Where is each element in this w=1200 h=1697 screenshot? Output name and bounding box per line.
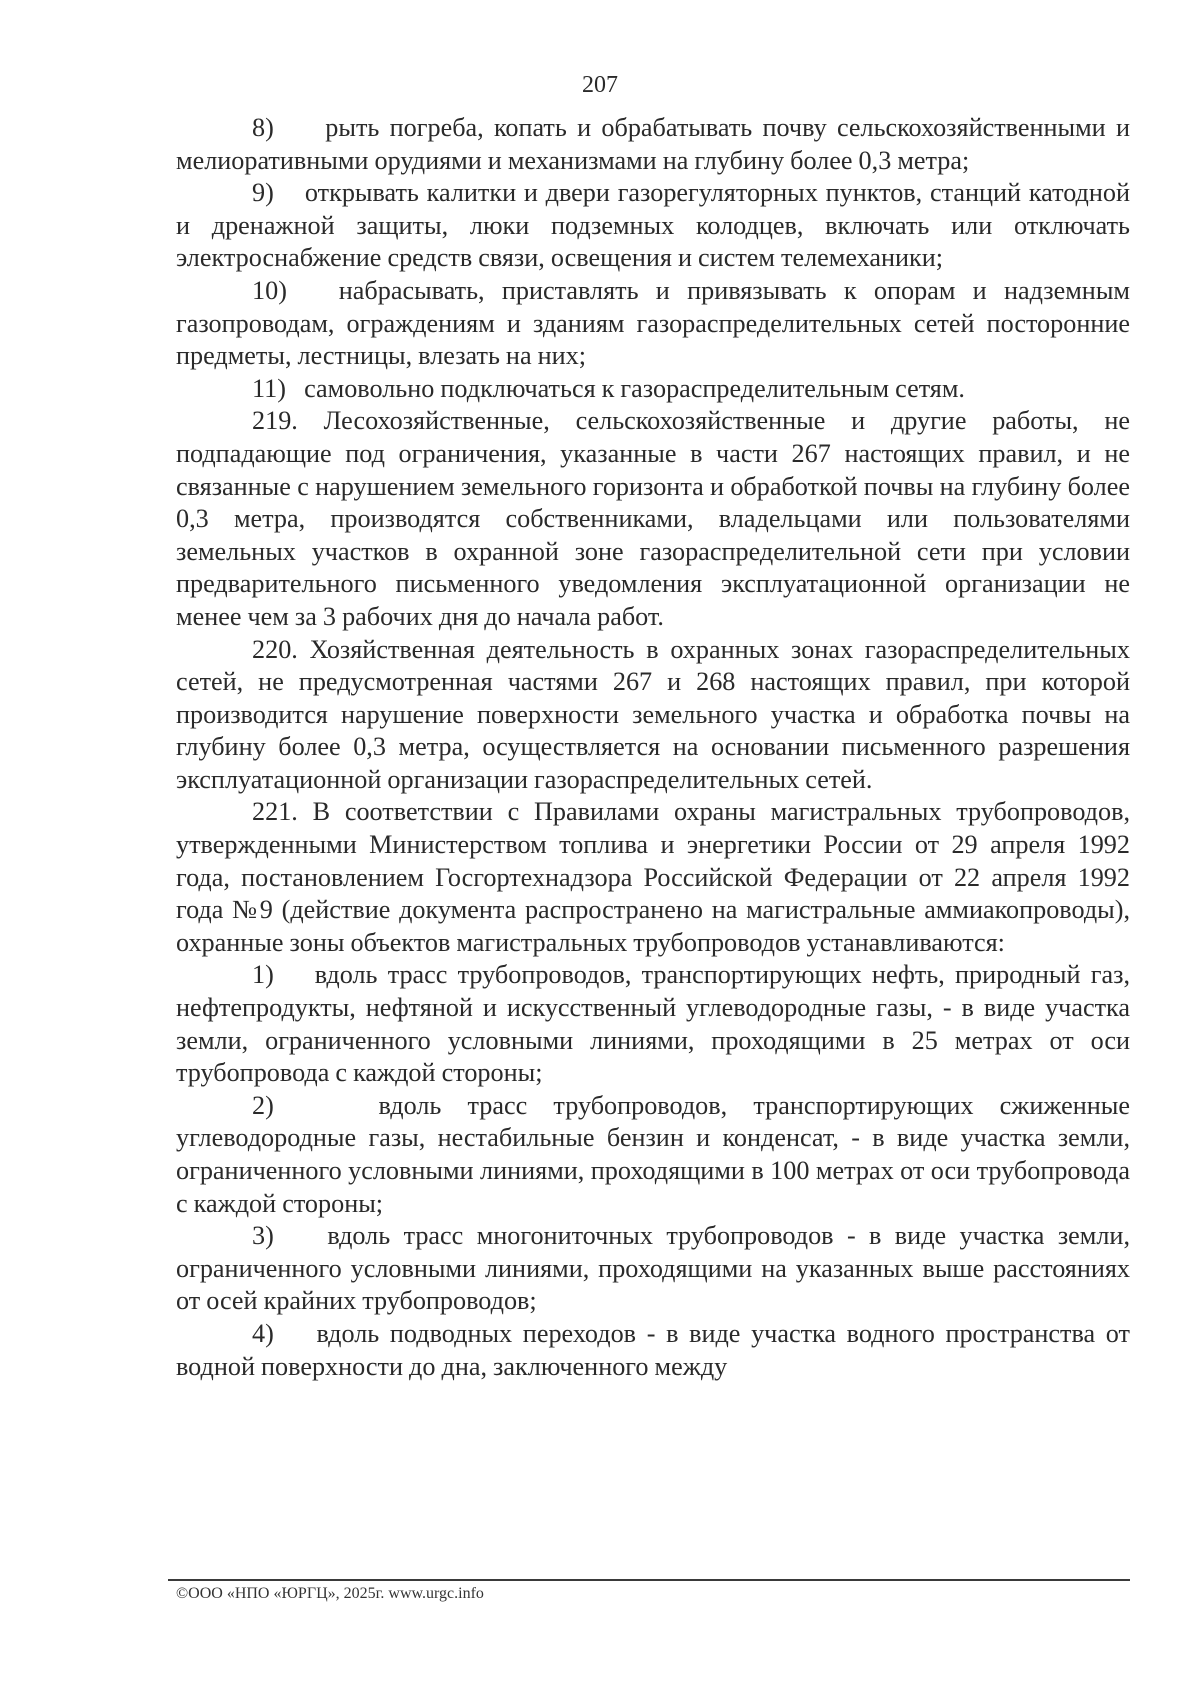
document-body bbox=[176, 112, 1130, 1383]
list-item-8: 8) рыть погреба, копать и обрабатывать почву сельскохозяйственными и мелиоративными орудиями и механизмами на глубину более 0,3 метра; bbox=[176, 113, 1130, 175]
page-number: 207 bbox=[582, 72, 618, 98]
footer-copyright: ©ООО «НПО «ЮРГЦ», 2025г. www.urgc.info bbox=[176, 1585, 484, 1602]
list-item-9: 9) открывать калитки и двери газорегуляторных пунктов, станций катодной и дренажной защиты, люки подземных колодцев, включать или отключать электроснабжение средств связи, освещения и систем телемеханики; bbox=[176, 178, 1130, 273]
clause-220: 220. Хозяйственная деятельность в охранных зонах газораспределительных сетей, не предусмотренная частями 267 и 268 настоящих правил, при которой производится нарушение поверхности земельного участка и обработка почвы на глубину более 0,3 метра, осуществляется на основании письменного разрешения эксплуатационной организации газораспределительных сетей. bbox=[176, 634, 1130, 794]
list-item-2: 2) вдоль трасс трубопроводов, транспортирующих сжиженные углеводородные газы, нестабильные бензин и конденсат, - в виде участка земли, ограниченного условными линиями, проходящими в 100 метрах от оси трубопровода с каждой стороны; bbox=[176, 1090, 1130, 1218]
clause-219: 219. Лесохозяйственные, сельскохозяйственные и другие работы, не подпадающие под ограничения, указанные в части 267 настоящих правил, и не связанные с нарушением земельного горизонта и обработкой почвы на глубину более 0,3 метра, производятся собственниками, владельцами или пользователями земельных участков в охранной зоне газораспределительной сети при условии предварительного письменного уведомления эксплуатационной организации не менее чем за 3 рабочих дня до начала работ. bbox=[176, 406, 1130, 631]
list-item-11: 11) самовольно подключаться к газораспределительным сетям. bbox=[252, 373, 965, 403]
list-item-1: 1) вдоль трасс трубопроводов, транспортирующих нефть, природный газ, нефтепродукты, нефтяной и искусственный углеводородные газы, - в виде участка земли, ограниченного условными линиями, проходящими в 25 метрах от оси трубопровода с каждой стороны; bbox=[176, 960, 1130, 1088]
clause-221: 221. В соответствии с Правилами охраны магистральных трубопроводов, утвержденными Министерством топлива и энергетики России от 29 апреля 1992 года, постановлением Госгортехнадзора Российской Федерации от 22 апреля 1992 года №9 (действие документа распространено на магистральные аммиакопроводы), охранные зоны объектов магистральных трубопроводов устанавливаются: bbox=[176, 797, 1130, 957]
list-item-3: 3) вдоль трасс многониточных трубопроводов - в виде участка земли, ограниченного условными линиями, проходящими на указанных выше расстояниях от осей крайних трубопроводов; bbox=[176, 1221, 1130, 1316]
footer-divider bbox=[168, 1579, 1130, 1581]
list-item-4: 4) вдоль подводных переходов - в виде участка водного пространства от водной поверхности до дна, заключенного между bbox=[176, 1318, 1130, 1381]
list-item-10: 10) набрасывать, приставлять и привязывать к опорам и надземным газопроводам, ограждениям и зданиям газораспределительных сетей посторонние предметы, лестницы, влезать на них; bbox=[176, 275, 1130, 371]
